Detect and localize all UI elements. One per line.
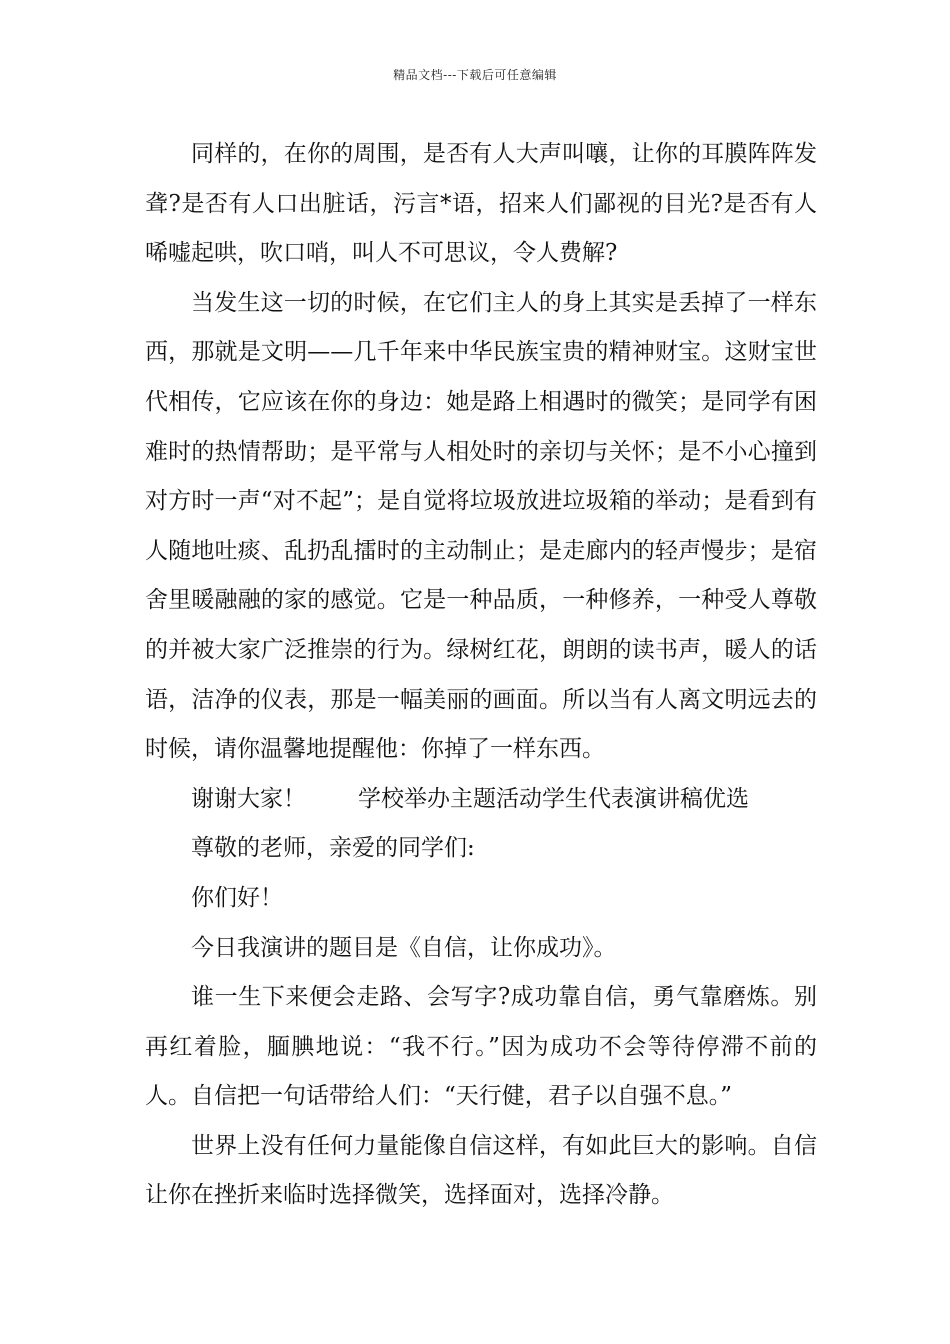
speech-topic: 今日我演讲的题目是《自信，让你成功》。 bbox=[191, 934, 617, 961]
document-body bbox=[145, 130, 817, 1221]
thanks-and-title-line bbox=[145, 775, 817, 825]
paragraph-power-of-confidence: 世界上没有任何力量能像自信这样，有如此巨大的影响。自信让你在挫折来临时选择微笑，选择面对，选择冷静。 bbox=[145, 1132, 817, 1209]
salutation: 尊敬的老师，亲爱的同学们: bbox=[191, 835, 475, 862]
paragraph-civilization: 当发生这一切的时候，在它们主人的身上其实是丢掉了一样东西，那就是文明——几千年来中华民族宝贵的精神财宝。这财宝世代相传，它应该在你的身边：她是路上相遇时的微笑；是同学有困难时的热情帮助；是平常与人相处时的亲切与关怀；是不小心撞到对方时一声“对不起”；是自觉将垃圾放进垃圾箱的举动；是看到有人随地吐痰、乱扔乱擂时的主动制止；是走廊内的轻声慢步；是宿舍里暖融融的家的感觉。它是一种品质，一种修养，一种受人尊敬的并被大家广泛推崇的行为。绿树红花，朗朗的读书声，暖人的话语，洁净的仪表，那是一幅美丽的画面。所以当有人离文明远去的时候，请你温馨地提醒他：你掉了一样东西。 bbox=[145, 289, 817, 763]
greeting: 你们好！ bbox=[191, 884, 283, 911]
page-header: 精品文档---下载后可任意编辑 bbox=[393, 68, 557, 82]
speech-title: 学校举办主题活动学生代表演讲稿优选 bbox=[358, 785, 749, 812]
paragraph-confidence: 谁一生下来便会走路、会写字?成功靠自信，勇气靠磨炼。别再红着脸，腼腆地说：“我不行。”因为成功不会等待停滞不前的人。自信把一句话带给人们：“天行健，君子以自强不息。” bbox=[145, 984, 817, 1110]
paragraph-surroundings: 同样的，在你的周围，是否有人大声叫嚷，让你的耳膜阵阵发聋?是否有人口出脏话，污言*语，招来人们鄙视的目光?是否有人唏嘘起哄，吹口哨，叫人不可思议，令人费解? bbox=[145, 141, 817, 267]
thanks-text: 谢谢大家！ bbox=[191, 785, 306, 812]
